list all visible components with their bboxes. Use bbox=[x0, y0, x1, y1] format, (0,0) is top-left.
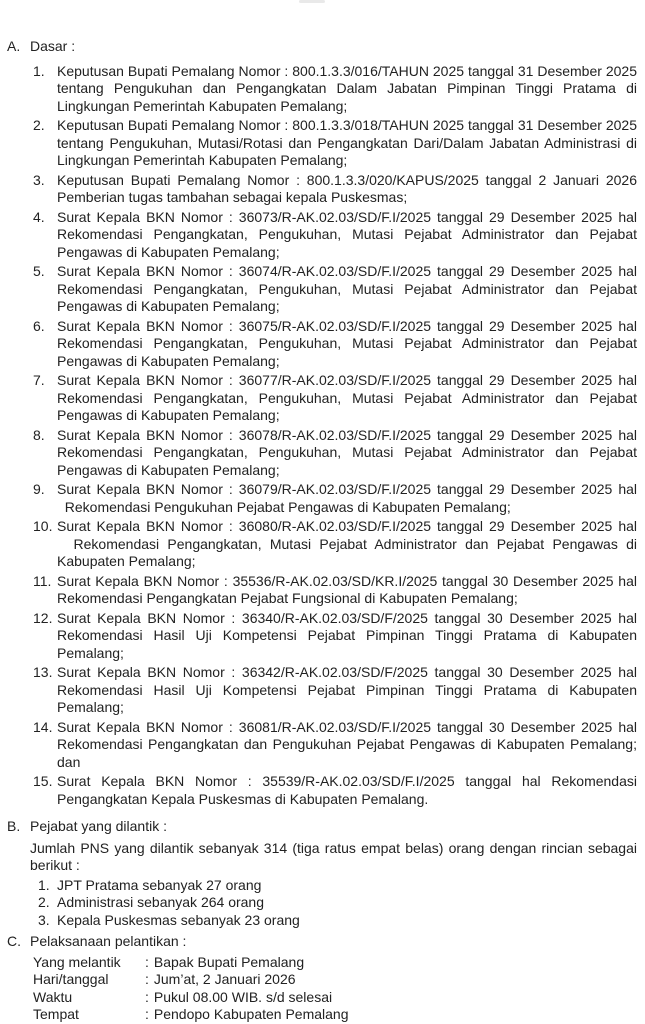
section-b-label: B. bbox=[7, 818, 21, 834]
section-c-heading bbox=[7, 933, 637, 951]
list-item bbox=[33, 263, 637, 316]
list-item-number: 7. bbox=[33, 372, 45, 388]
list-item-number: 5. bbox=[33, 263, 45, 279]
list-item-number: 4. bbox=[33, 208, 45, 225]
list-item-text: Surat Kepala BKN Nomor : 36075/R-AK.02.03/SD/F.I/2025 tanggal 29 Desember 2025 hal Rekomendasi Pengangkatan, Pengukuhan, Mutasi Pejabat Administrator dan Pejabat Pengawas di Kabupaten Pemalang; bbox=[57, 317, 637, 369]
list-item-text: Surat Kepala BKN Nomor : 36081/R-AK.02.03/SD/F.I/2025 tanggal 30 Desember 2025 hal Rekomendasi Pengangkatan dan Pengukuhan Pejabat Pengawas di Kabupaten Pemalang; dan bbox=[57, 718, 637, 770]
list-item-text: Surat Kepala BKN Nomor : 36073/R-AK.02.03/SD/F.I/2025 tanggal 29 Desember 2025 hal Rekomendasi Pengangkatan, Pengukuhan, Mutasi Pejabat Administrator dan Pejabat Pengawas di Kabupaten Pemalang; bbox=[57, 208, 637, 260]
list-item-number: 1. bbox=[38, 876, 50, 893]
page-edge-artifact bbox=[299, 0, 325, 3]
detail-row-colon: : bbox=[145, 1006, 149, 1022]
section-c-label: C. bbox=[7, 933, 21, 949]
list-item bbox=[38, 877, 637, 895]
detail-row-label: Waktu bbox=[33, 988, 73, 1005]
list-item bbox=[33, 573, 637, 608]
detail-row bbox=[33, 989, 637, 1007]
list-item-number: 3. bbox=[33, 171, 45, 188]
list-item-text: Surat Kepala BKN Nomor : 36074/R-AK.02.03/SD/F.I/2025 tanggal 29 Desember 2025 hal Rekomendasi Pengangkatan, Pengukuhan, Mutasi Pejabat Administrator dan Pejabat Pengawas di Kabupaten Pemalang; bbox=[57, 263, 637, 314]
detail-row-colon: : bbox=[145, 988, 149, 1005]
list-item-text: Keputusan Bupati Pemalang Nomor : 800.1.3.3/018/TAHUN 2025 tanggal 31 Desember 2025 tentang Pengukuhan, Mutasi/Rotasi dan Pengangkatan Dari/Dalam Jabatan Administrasi di Lingkungan Pemerintah Kabupaten Pemalang; bbox=[57, 117, 637, 168]
list-item-text: Surat Kepala BKN Nomor : 36078/R-AK.02.03/SD/F.I/2025 tanggal 29 Desember 2025 hal Rekomendasi Pengangkatan, Pengukuhan, Mutasi Pejabat Administrator dan Pejabat Pengawas di Kabupaten Pemalang; bbox=[57, 426, 637, 478]
detail-row bbox=[33, 1006, 637, 1024]
list-item-number: 9. bbox=[33, 481, 45, 497]
list-item bbox=[33, 664, 637, 717]
list-item-number: 6. bbox=[33, 317, 45, 334]
list-item-number: 2. bbox=[38, 894, 50, 910]
section-pejabat-dilantik bbox=[7, 818, 637, 929]
detail-row-value: Pukul 08.00 WIB. s/d selesai bbox=[153, 988, 333, 1005]
list-item bbox=[33, 318, 637, 371]
list-item bbox=[38, 912, 637, 930]
detail-row-label: Tempat bbox=[33, 1006, 79, 1022]
pelantikan-detail-rows bbox=[7, 954, 637, 1024]
list-item bbox=[33, 117, 637, 170]
list-item bbox=[33, 63, 637, 116]
list-item-text: Kepala Puskesmas sebanyak 23 orang bbox=[57, 911, 300, 928]
detail-row bbox=[33, 954, 637, 972]
pejabat-count-list bbox=[7, 877, 637, 930]
list-item-number: 3. bbox=[38, 911, 50, 928]
list-item-text: JPT Pratama sebanyak 27 orang bbox=[57, 876, 262, 893]
list-item bbox=[33, 372, 637, 425]
detail-row-value: Bapak Bupati Pemalang bbox=[153, 953, 305, 970]
detail-row-colon: : bbox=[145, 971, 149, 987]
list-item-number: 2. bbox=[33, 117, 45, 133]
list-item-text: Surat Kepala BKN Nomor : 36079/R-AK.02.03/SD/F.I/2025 tanggal 29 Desember 2025 hal Rekomendasi Pengukuhan Pejabat Pengawas di Kabupaten Pemalang; bbox=[57, 481, 637, 515]
list-item-text: Keputusan Bupati Pemalang Nomor : 800.1.3.3/020/KAPUS/2025 tanggal 2 Januari 2026 Pemberian tugas tambahan sebagai kepala Puskesmas; bbox=[57, 171, 637, 205]
list-item-number: 11. bbox=[33, 572, 52, 589]
list-item-number: 8. bbox=[33, 426, 45, 443]
list-item-text: Surat Kepala BKN Nomor : 36080/R-AK.02.03/SD/F.I/2025 tanggal 29 Desember 2025 hal Rekomendasi Pengangkatan, Mutasi Pejabat Administrator dan Pejabat Pengawas di Kabupaten Pemalang; bbox=[57, 518, 637, 569]
list-item-text: Surat Kepala BKN Nomor : 35539/R-AK.02.03/SD/F.I/2025 tanggal hal Rekomendasi Pengangkatan Kepala Puskesmas di Kabupaten Pemalang. bbox=[57, 773, 637, 807]
list-item bbox=[33, 481, 637, 516]
list-item bbox=[33, 610, 637, 663]
section-dasar bbox=[7, 38, 637, 808]
list-item-text: Surat Kepala BKN Nomor : 36342/R-AK.02.03/SD/F/2025 tanggal 30 Desember 2025 hal Rekomendasi Hasil Uji Kompetensi Pejabat Pimpinan Tinggi Pratama di Kabupaten Pemalang; bbox=[57, 664, 637, 715]
section-a-heading bbox=[7, 38, 637, 56]
list-item-number: 10. bbox=[33, 518, 53, 534]
section-b-heading bbox=[7, 818, 637, 836]
list-item-text: Surat Kepala BKN Nomor : 36077/R-AK.02.03/SD/F.I/2025 tanggal 29 Desember 2025 hal Rekomendasi Pengangkatan, Pengukuhan, Mutasi Pejabat Administrator dan Pejabat Pengawas di Kabupaten Pemalang; bbox=[57, 372, 637, 423]
section-a-label: A. bbox=[7, 38, 21, 54]
list-item bbox=[33, 209, 637, 262]
list-item-number: 12. bbox=[33, 609, 53, 626]
list-item-text: Surat Kepala BKN Nomor : 35536/R-AK.02.03/SD/KR.I/2025 tanggal 30 Desember 2025 hal Rekomendasi Pengangkatan Pejabat Fungsional di Kabupaten Pemalang; bbox=[57, 572, 637, 606]
section-c-title: Pelaksanaan pelantikan : bbox=[30, 933, 187, 949]
list-item-number: 15. bbox=[33, 773, 53, 789]
list-item-number: 1. bbox=[33, 62, 45, 79]
detail-row-colon: : bbox=[145, 953, 149, 970]
dasar-numbered-list bbox=[7, 63, 637, 809]
detail-row-value: Jum’at, 2 Januari 2026 bbox=[153, 971, 296, 987]
list-item-number: 14. bbox=[33, 718, 53, 735]
section-b-intro: Jumlah PNS yang dilantik sebanyak 314 (tiga ratus empat belas) orang dengan rincian sebagai berikut : bbox=[30, 839, 637, 873]
list-item bbox=[33, 719, 637, 772]
detail-row bbox=[33, 971, 637, 989]
list-item-text: Surat Kepala BKN Nomor : 36340/R-AK.02.03/SD/F/2025 tanggal 30 Desember 2025 hal Rekomendasi Hasil Uji Kompetensi Pejabat Pimpinan Tinggi Pratama di Kabupaten Pemalang; bbox=[57, 609, 637, 661]
list-item-text: Keputusan Bupati Pemalang Nomor : 800.1.3.3/016/TAHUN 2025 tanggal 31 Desember 2025 tentang Pengukuhan dan Pengangkatan Dalam Jabatan Pimpinan Tinggi Pratama di Lingkungan Pemerintah Kabupaten Pemalang; bbox=[57, 62, 637, 114]
section-pelaksanaan bbox=[7, 933, 637, 1024]
list-item bbox=[33, 427, 637, 480]
list-item-text: Administrasi sebanyak 264 orang bbox=[57, 894, 265, 910]
detail-row-label: Hari/tanggal bbox=[33, 971, 109, 987]
list-item bbox=[33, 172, 637, 207]
list-item bbox=[33, 773, 637, 808]
list-item-number: 13. bbox=[33, 664, 53, 680]
list-item bbox=[38, 894, 637, 912]
section-b-title: Pejabat yang dilantik : bbox=[30, 818, 167, 834]
section-a-title: Dasar : bbox=[30, 38, 76, 54]
detail-row-value: Pendopo Kabupaten Pemalang bbox=[153, 1006, 349, 1022]
list-item bbox=[33, 518, 637, 571]
detail-row-label: Yang melantik bbox=[33, 953, 121, 970]
